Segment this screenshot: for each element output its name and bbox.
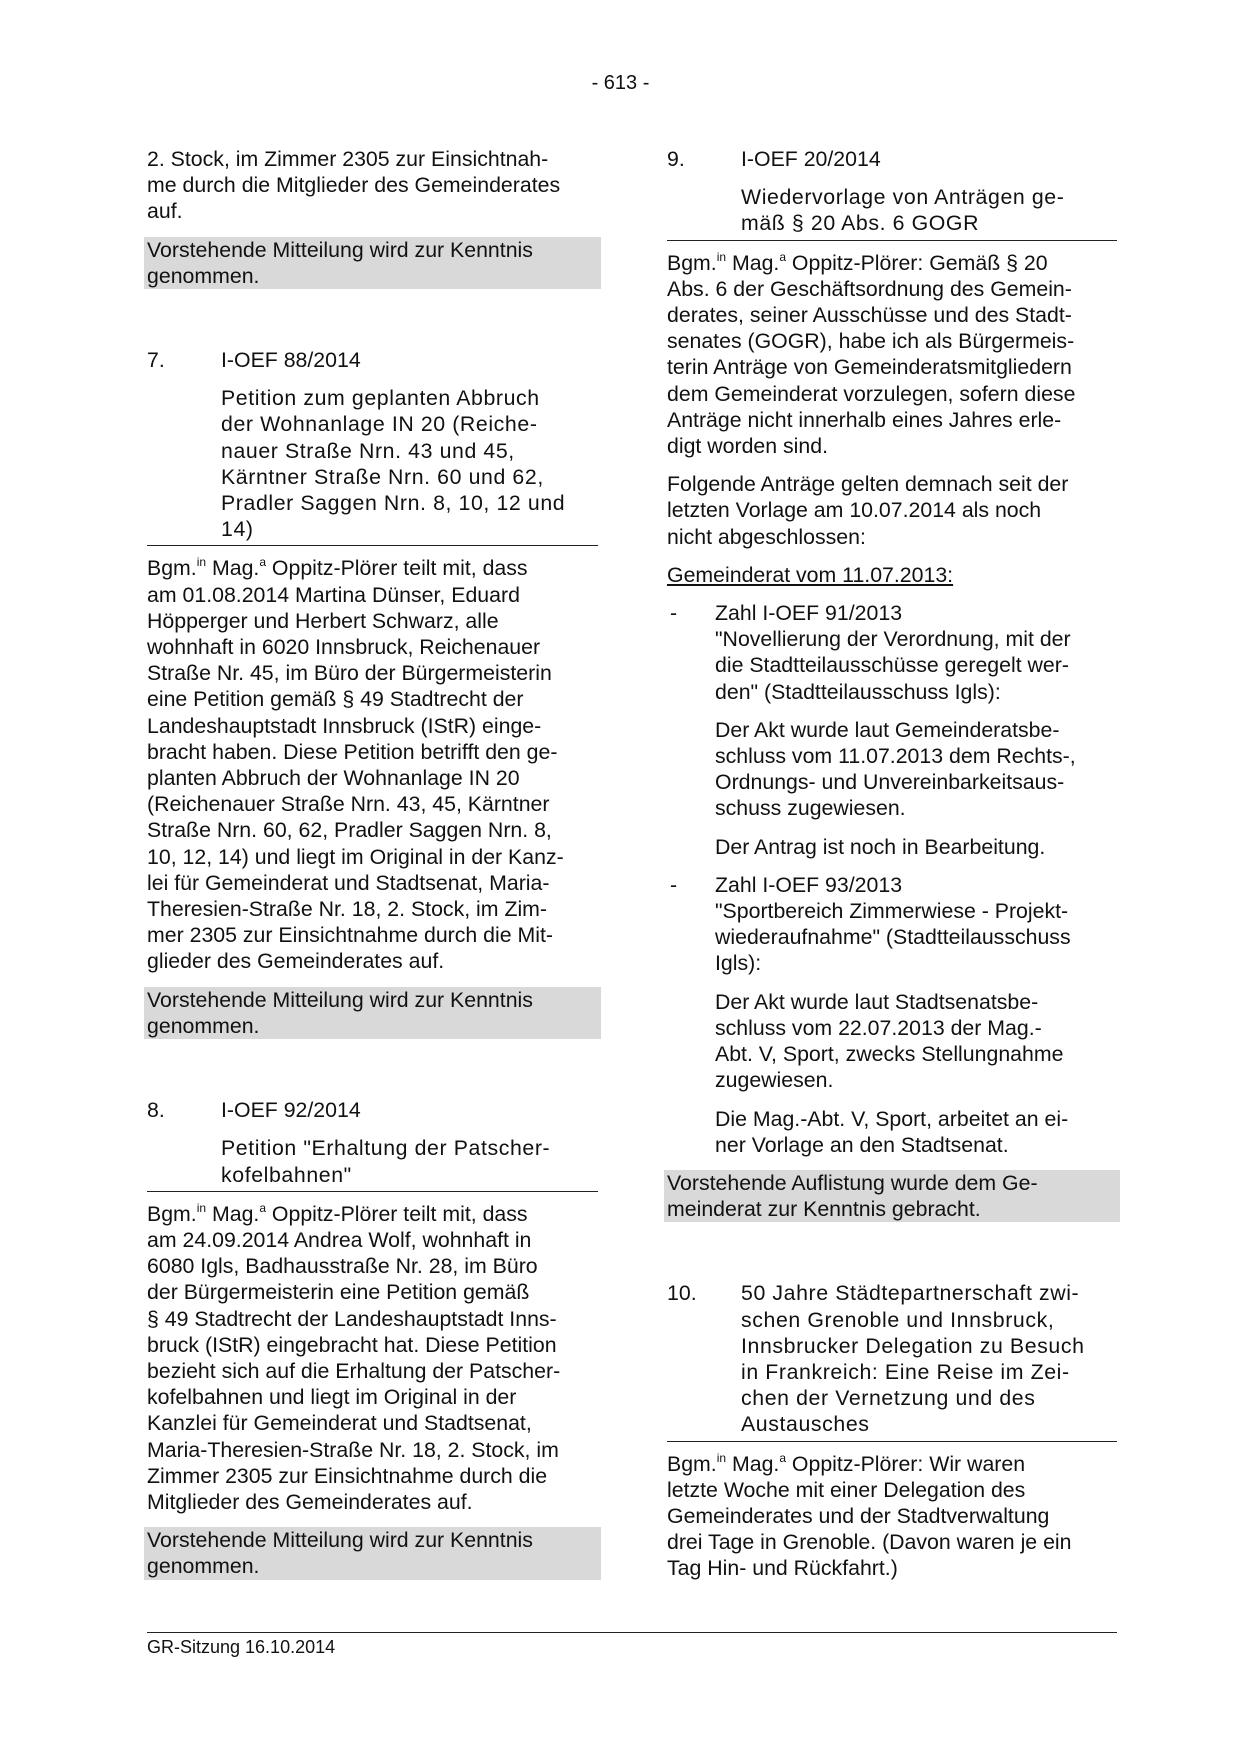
text-line: der Wohnanlage IN 20 (Reiche- (221, 412, 538, 437)
acknowledgement-note (144, 987, 601, 1039)
text-line: die Stadtteilausschüsse geregelt wer- (715, 653, 1069, 678)
text-line: Vorstehende Mitteilung wird zur Kenntnis (147, 1528, 533, 1553)
text-line: Vorstehende Auflistung wurde dem Ge- (667, 1170, 1038, 1195)
text-line: lei für Gemeinderat und Stadtsenat, Maria- (147, 870, 550, 895)
text-line: Ordnungs- und Unvereinbarkeitsaus- (715, 770, 1065, 795)
text-line: glieder des Gemeinderates auf. (147, 949, 445, 974)
text-line: ner Vorlage an den Stadtsenat. (715, 1132, 1009, 1157)
right-column (667, 146, 1117, 1582)
footer-session-label: GR-Sitzung 16.10.2014 (147, 1637, 336, 1657)
text-line: 6080 Igls, Badhausstraße Nr. 28, im Büro (147, 1254, 538, 1279)
item-header (667, 146, 1117, 172)
item-number: 7. (147, 348, 165, 373)
text-line: drei Tage in Grenoble. (Davon waren je ein (667, 1530, 1072, 1555)
text-line: Kärntner Straße Nrn. 60 und 62, (221, 464, 544, 489)
text-line: Vorstehende Mitteilung wird zur Kenntnis (147, 237, 533, 262)
text-line: Abs. 6 der Geschäftsordnung des Gemein- (667, 276, 1072, 301)
list-item-heading (667, 600, 1117, 705)
text-line: 50 Jahre Städtepartnerschaft zwi- (741, 1281, 1080, 1306)
text-line: bracht haben. Diese Petition betrifft den ge- (147, 739, 558, 764)
text-line: § 49 Stadtrecht der Landeshauptstadt Inns- (147, 1306, 557, 1331)
item-header (667, 1280, 1117, 1437)
item-title (221, 1135, 598, 1187)
divider (667, 240, 1117, 241)
list-item (667, 600, 1117, 860)
divider (667, 1441, 1117, 1442)
item-body (147, 1201, 598, 1515)
text-line: nicht abgeschlossen: (667, 524, 866, 549)
left-column (147, 146, 598, 1580)
text-line: bezieht sich auf die Erhaltung der Patscher- (147, 1358, 561, 1383)
text-line: Maria-Theresien-Straße Nr. 18, 2. Stock, im (147, 1437, 559, 1462)
text-line: letzte Woche mit einer Delegation des (667, 1477, 1026, 1502)
text-line: Der Antrag ist noch in Bearbeitung. (715, 834, 1046, 859)
item-title (741, 184, 1117, 236)
text-line: den" (Stadtteilausschuss Igls): (715, 679, 1001, 704)
item-code: I-OEF 88/2014 (221, 348, 361, 373)
agenda-item-10 (667, 1280, 1117, 1581)
text-line: 2. Stock, im Zimmer 2305 zur Einsichtnah- (147, 147, 549, 171)
text-line: Bgm.$^{in}$ Mag.$^a$ Oppitz-Plörer teilt mit, dass (147, 1200, 528, 1226)
item-body (667, 250, 1117, 460)
page-number: - 613 - (591, 72, 650, 94)
text-line: Bgm.$^{in}$ Mag.$^a$ Oppitz-Plörer: Wir waren (667, 1450, 1026, 1476)
text-line: letzten Vorlage am 10.07.2014 als noch (667, 498, 1042, 523)
item-header (147, 1097, 598, 1123)
text-line: auf. (147, 199, 183, 224)
text-line: Zimmer 2305 zur Einsichtnahme durch die (147, 1463, 548, 1488)
text-line: mäß § 20 Abs. 6 GOGR (741, 211, 980, 236)
text-line: digt worden sind. (667, 434, 829, 459)
text-line: nauer Straße Nrn. 43 und 45, (221, 438, 515, 463)
text-line: Petition "Erhaltung der Patscher- (221, 1136, 551, 1161)
item-body (147, 555, 598, 974)
acknowledgement-note (144, 1527, 601, 1579)
text-line: (Reichenauer Straße Nrn. 43, 45, Kärntner (147, 792, 550, 817)
acknowledgement-note (664, 1170, 1120, 1222)
list-item-paragraph (667, 1106, 1117, 1158)
text-line: Abt. V, Sport, zwecks Stellungnahme (715, 1042, 1064, 1067)
text-line: wiederaufnahme" (Stadtteilausschuss (715, 925, 1071, 950)
text-line: Pradler Saggen Nrn. 8, 10, 12 und (221, 491, 566, 516)
text-line: Petition zum geplanten Abbruch (221, 386, 540, 411)
intro-paragraph (147, 146, 598, 225)
list-item-paragraph (667, 989, 1117, 1094)
text-line: meinderat zur Kenntnis gebracht. (667, 1197, 981, 1222)
item-title (221, 385, 598, 542)
text-line: Vorstehende Mitteilung wird zur Kenntnis (147, 987, 533, 1012)
text-line: genommen. (147, 1554, 260, 1579)
item-header (147, 347, 598, 373)
agenda-item-9 (667, 146, 1117, 1222)
text-line: derates, seiner Ausschüsse und des Stadt- (667, 303, 1072, 328)
text-line: am 24.09.2014 Andrea Wolf, wohnhaft in (147, 1227, 532, 1252)
text-line: senates (GOGR), habe ich als Bürgermeis- (667, 329, 1075, 354)
text-line: bruck (IStR) eingebracht hat. Diese Petition (147, 1332, 557, 1357)
text-line: Mitglieder des Gemeinderates auf. (147, 1489, 473, 1514)
item-code: I-OEF 92/2014 (221, 1098, 361, 1123)
list-dash: - (670, 872, 678, 897)
text-line: Theresien-Straße Nr. 18, 2. Stock, im Zim- (147, 897, 548, 922)
list-item-heading (667, 872, 1117, 977)
list-item-paragraph (667, 717, 1117, 822)
item-number: 10. (667, 1281, 697, 1306)
text-line: dem Gemeinderat vorzulegen, sofern diese (667, 381, 1076, 406)
section-heading: Gemeinderat vom 11.07.2013: (667, 562, 954, 587)
text-line: me durch die Mitglieder des Gemeinderates (147, 173, 561, 198)
text-line: Bgm.$^{in}$ Mag.$^a$ Oppitz-Plörer teilt mit, dass (147, 555, 528, 581)
text-line: Wiedervorlage von Anträgen ge- (741, 185, 1065, 210)
text-line: Die Mag.-Abt. V, Sport, arbeitet an ei- (715, 1106, 1069, 1131)
text-line: zugewiesen. (715, 1068, 834, 1093)
text-line: Kanzlei für Gemeinderat und Stadtsenat, (147, 1411, 532, 1436)
text-line: kofelbahnen und liegt im Original in der (147, 1385, 517, 1410)
footer-divider (147, 1632, 1117, 1633)
list-dash: - (670, 601, 678, 626)
text-line: Landeshauptstadt Innsbruck (IStR) einge- (147, 713, 542, 738)
item-code: I-OEF 20/2014 (741, 147, 881, 171)
text-line: terin Anträge von Gemeinderatsmitgliedern (667, 355, 1072, 380)
text-line: Der Akt wurde laut Gemeinderatsbe- (715, 717, 1060, 742)
text-line: Zahl I-OEF 93/2013 (715, 872, 903, 897)
text-line: Innsbrucker Delegation zu Besuch (741, 1333, 1085, 1358)
text-line: in Frankreich: Eine Reise im Zei- (741, 1359, 1070, 1384)
item-body (667, 1451, 1117, 1582)
text-line: genommen. (147, 1013, 260, 1038)
text-line: Zahl I-OEF 91/2013 (715, 601, 903, 626)
text-line: Höpperger und Herbert Schwarz, alle (147, 608, 499, 633)
text-line: Straße Nr. 45, im Büro der Bürgermeisterin (147, 661, 552, 686)
text-line: schuss zugewiesen. (715, 796, 906, 821)
text-line: "Sportbereich Zimmerwiese - Projekt- (715, 899, 1069, 924)
text-line: schluss vom 22.07.2013 der Mag.- (715, 1015, 1042, 1040)
item-number: 9. (667, 147, 685, 171)
text-line: wohnhaft in 6020 Innsbruck, Reichenauer (147, 635, 541, 660)
text-line: 10, 12, 14) und liegt im Original in der Kanz- (147, 844, 564, 869)
list-item (667, 872, 1117, 1158)
text-line: schluss vom 11.07.2013 dem Rechts-, (715, 744, 1076, 769)
text-line: Tag Hin- und Rückfahrt.) (667, 1556, 898, 1581)
text-line: mer 2305 zur Einsichtnahme durch die Mit- (147, 923, 554, 948)
text-line: am 01.08.2014 Martina Dünser, Eduard (147, 582, 520, 607)
divider (147, 545, 598, 546)
agenda-item-7 (147, 347, 598, 1039)
text-line: Der Akt wurde laut Stadtsenatsbe- (715, 989, 1039, 1014)
text-line: schen Grenoble und Innsbruck, (741, 1307, 1055, 1332)
divider (147, 1191, 598, 1192)
text-line: Austausches (741, 1412, 870, 1437)
item-title (741, 1280, 1117, 1437)
text-line: Folgende Anträge gelten demnach seit der (667, 472, 1069, 497)
text-line: planten Abbruch der Wohnanlage IN 20 (147, 766, 520, 791)
text-line: 14) (221, 517, 254, 542)
text-line: Straße Nrn. 60, 62, Pradler Saggen Nrn. 8, (147, 818, 552, 843)
text-line: Gemeinderates und der Stadtverwaltung (667, 1503, 1050, 1528)
text-line: kofelbahnen" (221, 1162, 352, 1187)
text-line: eine Petition gemäß § 49 Stadtrecht der (147, 687, 524, 712)
acknowledgement-note (144, 237, 601, 289)
text-line: der Bürgermeisterin eine Petition gemäß (147, 1280, 530, 1305)
item-number: 8. (147, 1098, 165, 1123)
text-line: genommen. (147, 263, 260, 288)
text-line: "Novellierung der Verordnung, mit der (715, 627, 1071, 652)
text-line: Bgm.$^{in}$ Mag.$^a$ Oppitz-Plörer: Gemäß § 20 (667, 249, 1048, 275)
list-item-paragraph (667, 834, 1117, 860)
text-line: Igls): (715, 951, 762, 976)
item-paragraph (667, 471, 1117, 550)
text-line: chen der Vernetzung und des (741, 1386, 1036, 1411)
text-line: Anträge nicht innerhalb eines Jahres erle- (667, 407, 1062, 432)
agenda-item-8 (147, 1097, 598, 1579)
